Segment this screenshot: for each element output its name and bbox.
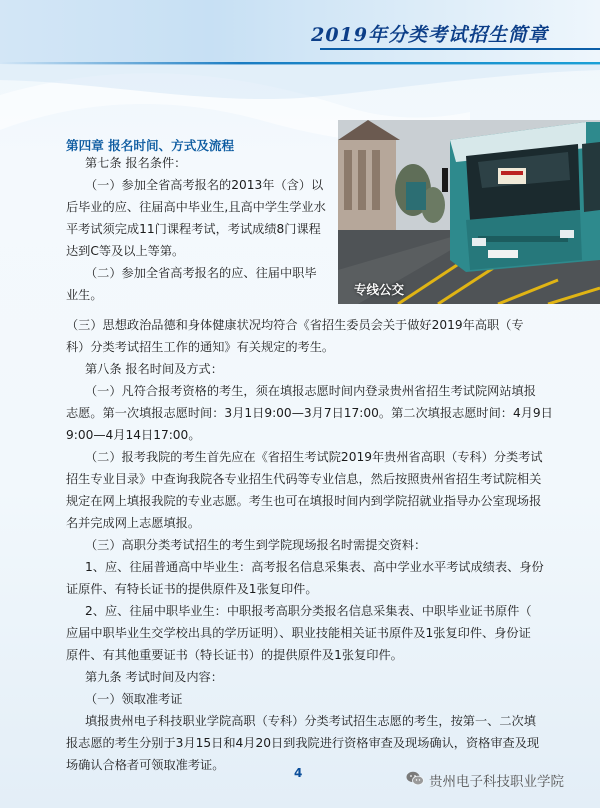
article-8-item-1-line-3: 9:00—4月14日17:00。 — [66, 428, 201, 442]
header-title: 2019年分类考试招生简章 — [311, 24, 548, 46]
article-8-item-3-sub-1-line-1: 1、应、往届普通高中毕业生：高考报名信息采集表、高中学业水平考试成绩表、身份 — [85, 560, 544, 574]
chapter-heading: 第四章 报名时间、方式及流程 — [66, 138, 235, 153]
article-7-item-1-line-1: （一）参加全省高考报名的2013年（含）以 — [85, 178, 324, 192]
article-7-item-1-line-4: 达到C等及以上等第。 — [66, 244, 185, 258]
article-8-item-2-line-4: 名并完成网上志愿填报。 — [66, 516, 201, 530]
article-8-item-3-line-1: （三）高职分类考试招生的考生到学院现场报名时需提交资料： — [85, 538, 427, 552]
article-8-item-2-line-1: （二）报考我院的考生首先应在《省招生考试院2019年贵州省高职（专科）分类考试 — [85, 450, 543, 464]
article-8-item-1-line-1: （一）凡符合报考资格的考生，须在填报志愿时间内登录贵州省招生考试院网站填报 — [85, 384, 536, 398]
article-8-item-3-sub-2-line-3: 原件、有其他重要证书（特长证书）的提供原件及1张复印件。 — [66, 648, 403, 662]
bus-photo — [338, 120, 600, 304]
article-7-item-2-line-2: 业生。 — [66, 288, 103, 302]
article-9-item-1-line-2: 报志愿的考生分别于3月15日和4月20日到我院进行资格审查及现场确认，资格审查及现 — [66, 736, 540, 750]
article-8-item-3-sub-2-line-2: 应届中职毕业生交学校出具的学历证明）、职业技能相关证书原件及1张复印件、身份证 — [66, 626, 531, 640]
article-8-item-1-line-2: 志愿。第一次填报志愿时间：3月1日9:00—3月7日17:00。第二次填报志愿时间：4月9日 — [66, 406, 553, 420]
article-7-item-1-line-3: 平考试须完成11门课程考试，考试成绩8门课程 — [66, 222, 321, 236]
header-rule — [320, 48, 600, 50]
article-8-heading: 第八条 报名时间及方式： — [85, 362, 223, 376]
photo-caption: 专线公交 — [354, 282, 405, 297]
page-number: 4 — [294, 766, 303, 780]
article-7-item-3-line-1: （三）思想政治品德和身体健康状况均符合《省招生委员会关于做好2019年高职（专 — [66, 318, 524, 332]
article-9-item-1-line-1: 填报贵州电子科技职业学院高职（专科）分类考试招生志愿的考生，按第一、二次填 — [85, 714, 536, 728]
article-8-item-3-sub-1-line-2: 证原件、有特长证书的提供原件及1张复印件。 — [66, 582, 318, 596]
watermark-text: 贵州电子科技职业学院 — [429, 774, 564, 790]
article-9-heading: 第九条 考试时间及内容： — [85, 670, 223, 684]
article-8-item-2-line-3: 规定在网上填报我院的专业志愿。考生也可在填报时间内到学院招就业指导办公室现场报 — [66, 494, 542, 508]
article-7-item-3-line-2: 科）分类考试招生工作的通知》有关规定的考生。 — [66, 340, 335, 354]
article-7-item-1-line-2: 后毕业的应、往届高中毕业生,且高中学生学业水 — [66, 200, 326, 214]
wechat-icon — [406, 771, 424, 790]
article-9-item-1: （一）领取准考证 — [85, 692, 183, 706]
article-9-item-1-line-3: 场确认合格者可领取准考证。 — [66, 758, 225, 772]
watermark — [406, 770, 564, 790]
article-8-item-3-sub-2-line-1: 2、应、往届中职毕业生：中职报考高职分类报名信息采集表、中职毕业证书原件（ — [85, 604, 532, 618]
article-7-heading: 第七条 报名条件： — [85, 156, 187, 170]
article-7-item-2-line-1: （二）参加全省高考报名的应、往届中职毕 — [85, 266, 317, 280]
article-8-item-2-line-2: 招生专业目录》中查询我院各专业招生代码等专业信息，然后按照贵州省招生考试院相关 — [66, 472, 542, 486]
